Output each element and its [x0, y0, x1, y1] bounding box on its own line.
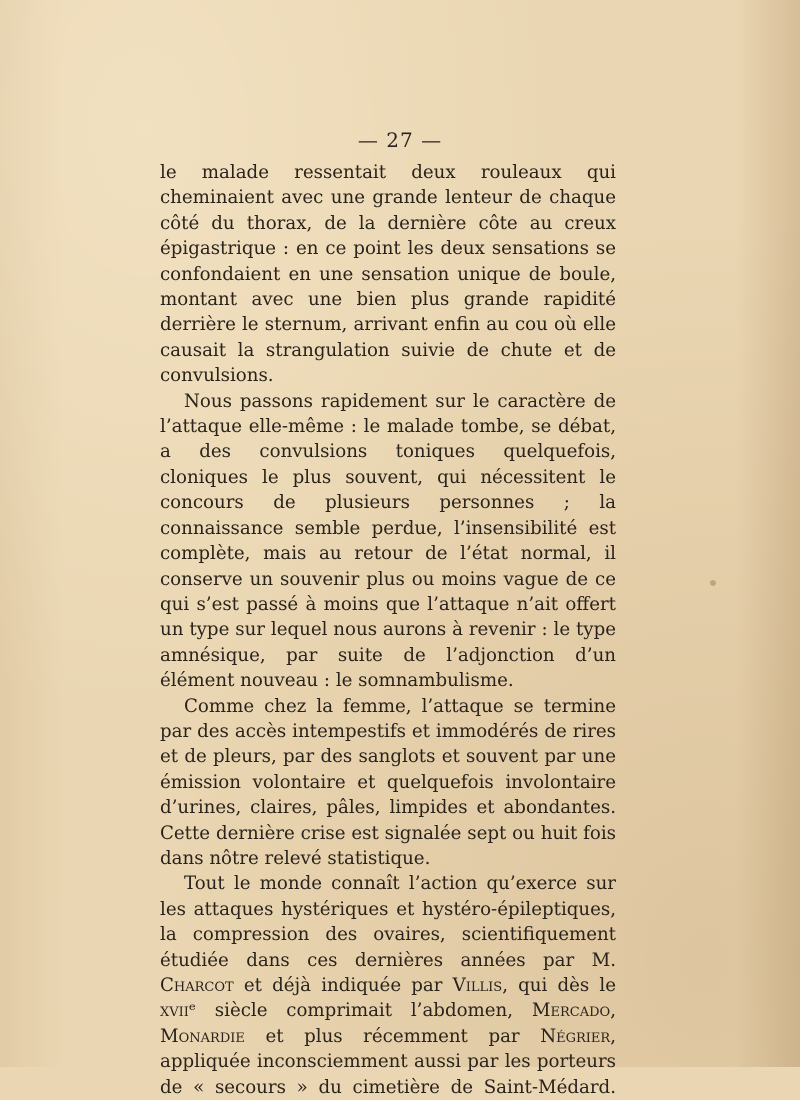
page-number: — 27 —: [357, 128, 443, 152]
author-name: Charcot: [160, 975, 234, 996]
text-segment: , qui dès le: [502, 975, 617, 996]
author-name: Négrier: [540, 1025, 611, 1047]
ink-speck: [710, 580, 716, 586]
paragraph: [160, 160, 616, 389]
text-segment: ᵉ siècle comprimait l’abdomen,: [188, 1000, 532, 1022]
author-name: Monardie: [160, 1025, 245, 1047]
paragraph: [160, 871, 616, 1100]
text-segment: ,: [610, 1000, 616, 1022]
text-segment: Nous passons rapidement sur le caractère de l’attaque elle-même : le malade tombe, se débat, a des convulsions toniques quelquefois, cloniques le plus souvent, qui nécessitent le concours de plusieurs personnes ; la connaissance semble perdue, l’insensibilité est complète, mais au retour de l’état normal, il conserve un souvenir plus ou moins vague de ce qui s’est passé à moins que l’attaque n’ait offert un type sur lequel nous aurons à revenir : le type amnésique, par suite de l’adjonction d’un élément nouveau : le somnambulisme.: [160, 390, 616, 692]
text-segment: , appliquée inconsciemment aussi par les porteurs de « secours » du cimetière de Saint-Médard.: [160, 1025, 616, 1098]
author-name: Villis: [452, 975, 503, 996]
text-segment: Comme chez la femme, l’attaque se termine par des accès intempestifs et immodérés de rires et de pleurs, par des sanglots et souvent par une émission volontaire et quelquefois involontaire d’urines, claires, pâles, limpides et abondantes. Cette dernière crise est signalée sept ou huit fois dans nôtre relevé statistique.: [160, 695, 616, 869]
paragraph: [160, 389, 616, 694]
author-name: Mercado: [531, 1000, 611, 1022]
paragraph: [160, 694, 616, 872]
text-segment: et déjà indiquée par: [233, 975, 453, 996]
text-segment: et plus récemment par: [244, 1025, 541, 1047]
body-text: [160, 160, 616, 1100]
author-name: xvii: [160, 1000, 189, 1022]
text-segment: Tout le monde connaît l’action qu’exerce sur les attaques hystériques et hystéro-épileptiques, la compression des ovaires, scientifiquement étudiée dans ces dernières années par M.: [160, 873, 616, 971]
text-segment: le malade ressentait deux rouleaux qui cheminaient avec une grande lenteur de chaque côté du thorax, de la dernière côte au creux épigastrique : en ce point les deux sensations se confondaient en une sensation unique de boule, montant avec une bien plus grande rapidité derrière le sternum, arrivant enfin au cou où elle causait la strangulation suivie de chute et de convulsions.: [160, 162, 616, 387]
